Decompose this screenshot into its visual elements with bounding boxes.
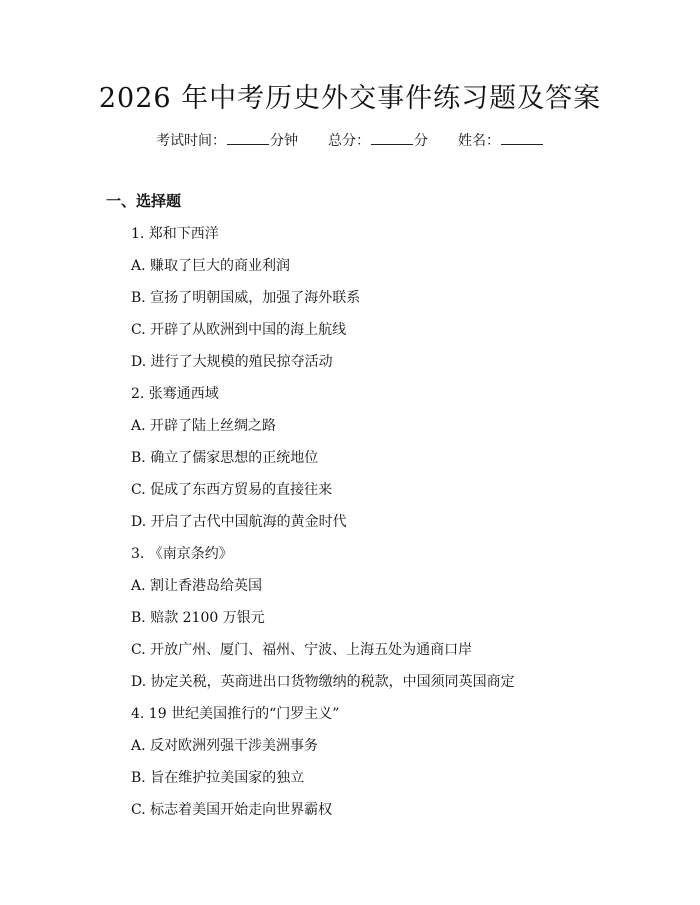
page-title: 2026 年中考历史外交事件练习题及答案 xyxy=(98,83,602,114)
total-score-unit: 分 xyxy=(414,133,428,149)
exam-info-line xyxy=(0,131,700,151)
option-line: B. 赔款 2100 万银元 xyxy=(131,610,265,626)
option-line: C. 标志着美国开始走向世界霸权 xyxy=(131,802,333,818)
option-line: A. 赚取了巨大的商业利润 xyxy=(131,258,291,274)
option-line: A. 割让香港岛给英国 xyxy=(131,578,263,594)
question-line: 4. 19 世纪美国推行的“门罗主义” xyxy=(131,706,340,722)
exam-time-unit: 分钟 xyxy=(270,133,298,149)
question-line: 3. 《南京条约》 xyxy=(131,546,233,562)
option-line: B. 旨在维护拉美国家的独立 xyxy=(131,770,305,786)
option-line: C. 开放广州、厦门、福州、宁波、上海五处为通商口岸 xyxy=(131,642,473,658)
option-line: A. 反对欧洲列强干涉美洲事务 xyxy=(131,738,319,754)
option-line: A. 开辟了陆上丝绸之路 xyxy=(131,418,277,434)
option-line: B. 宣扬了明朝国威，加强了海外联系 xyxy=(131,290,361,306)
question-line: 1. 郑和下西洋 xyxy=(131,226,219,242)
total-score-blank xyxy=(371,132,413,145)
option-line: C. 促成了东西方贸易的直接往来 xyxy=(131,482,333,498)
section-heading: 一、选择题 xyxy=(106,192,182,210)
option-line: C. 开辟了从欧洲到中国的海上航线 xyxy=(131,322,347,338)
exam-time-label: 考试时间： xyxy=(156,133,226,149)
question-list xyxy=(131,223,671,831)
question-line: 2. 张骞通西域 xyxy=(131,386,219,402)
option-line: B. 确立了儒家思想的正统地位 xyxy=(131,450,319,466)
exam-time-blank xyxy=(227,132,269,145)
option-line: D. 协定关税，英商进出口货物缴纳的税款，中国须同英国商定 xyxy=(131,674,515,690)
option-line: D. 进行了大规模的殖民掠夺活动 xyxy=(131,354,333,370)
option-line: D. 开启了古代中国航海的黄金时代 xyxy=(131,514,347,530)
student-name-blank xyxy=(501,132,543,145)
student-name-label: 姓名： xyxy=(458,133,500,149)
total-score-label: 总分： xyxy=(328,133,370,149)
